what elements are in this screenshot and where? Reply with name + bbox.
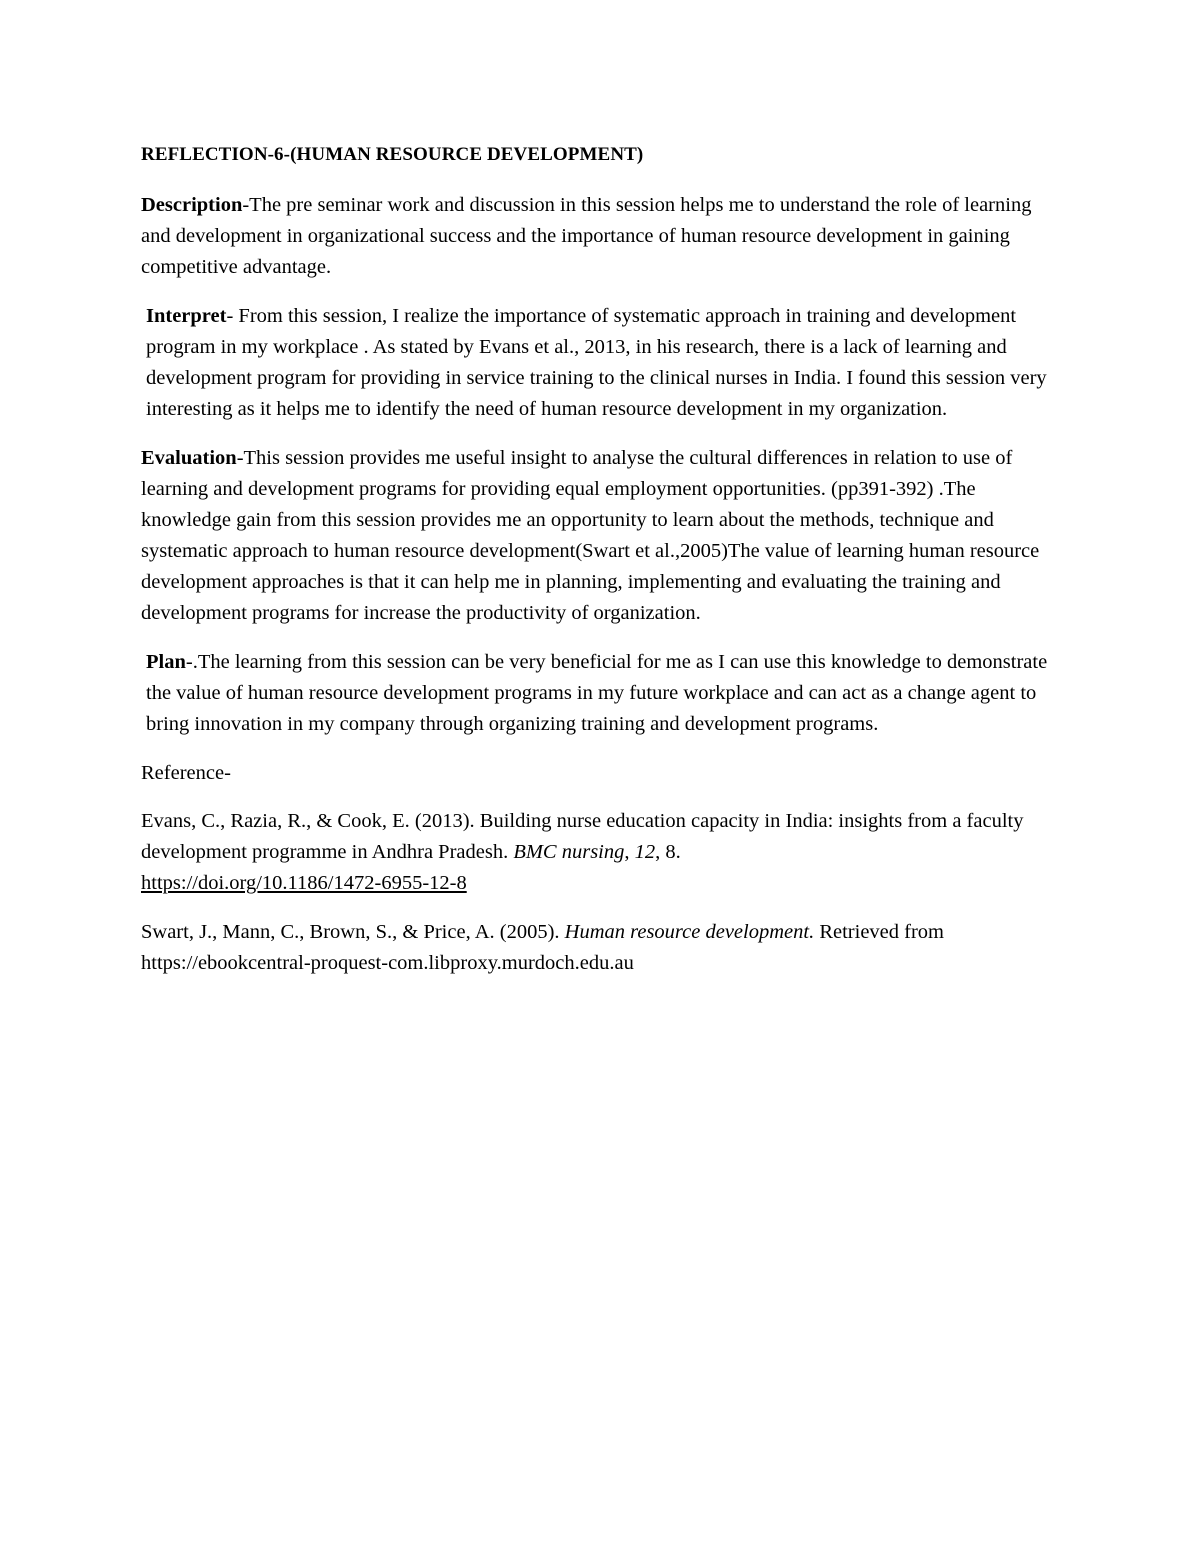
reference-journal: BMC nursing [513, 841, 625, 863]
section-text: -.The learning from this session can be very beneficial for me as I can use this knowledge to demonstrate the value of human resource development programs in my future workplace and can act as a change agent to bring innovation in my company through organizing training and development programs. [146, 651, 1048, 735]
section-plan [141, 647, 1061, 740]
reference-entry [141, 917, 1061, 979]
reference-retrieved: Retrieved from https://ebookcentral-proquest-com.libproxy.murdoch.edu.au [141, 921, 944, 974]
section-text: -The pre seminar work and discussion in this session helps me to understand the role of learning and development in organizational success and the importance of human resource development in gaining competitive advantage. [141, 194, 1032, 278]
section-description [141, 190, 1061, 283]
section-evaluation [141, 443, 1061, 629]
reference-text: Evans, C., Razia, R., & Cook, E. (2013). Building nurse education capacity in India: insights from a faculty development programme in Andhra Pradesh. [141, 810, 1024, 863]
section-lead: Description [141, 194, 243, 216]
document-title: REFLECTION-6-(HUMAN RESOURCE DEVELOPMENT) [141, 144, 644, 165]
reference-book-title: Human resource development. [564, 921, 815, 943]
reference-text: Swart, J., Mann, C., Brown, S., & Price, A. (2005). [141, 921, 565, 943]
reference-pages: , 8. [655, 841, 681, 863]
section-lead: Interpret [146, 305, 227, 327]
reference-separator: , [624, 841, 635, 863]
section-text: -This session provides me useful insight to analyse the cultural differences in relation to use of learning and development programs for providing equal employment opportunities. (pp391-392) .The knowledge gain from this session provides me an opportunity to learn about the methods, technique and systematic approach to human resource development(Swart et al.,2005)The value of learning human resource development approaches is that it can help me in planning, implementing and evaluating the training and development programs for increase the productivity of organization. [141, 447, 1040, 624]
section-lead: Plan [146, 651, 186, 673]
section-lead: Evaluation [141, 447, 237, 469]
reference-volume: 12 [634, 841, 656, 863]
section-interpret [141, 301, 1061, 425]
section-text: - From this session, I realize the importance of systematic approach in training and development program in my workplace . As stated by Evans et al., 2013, in his research, there is a lack of learning and development program for providing in service training to the clinical nurses in India. I found this session very interesting as it helps me to identify the need of human resource development in my organization. [146, 305, 1047, 420]
document-page [141, 139, 1061, 997]
reference-doi-link[interactable]: https://doi.org/10.1186/1472-6955-12-8 [141, 872, 467, 894]
reference-entry [141, 806, 1061, 899]
references-heading: Reference- [141, 762, 231, 784]
